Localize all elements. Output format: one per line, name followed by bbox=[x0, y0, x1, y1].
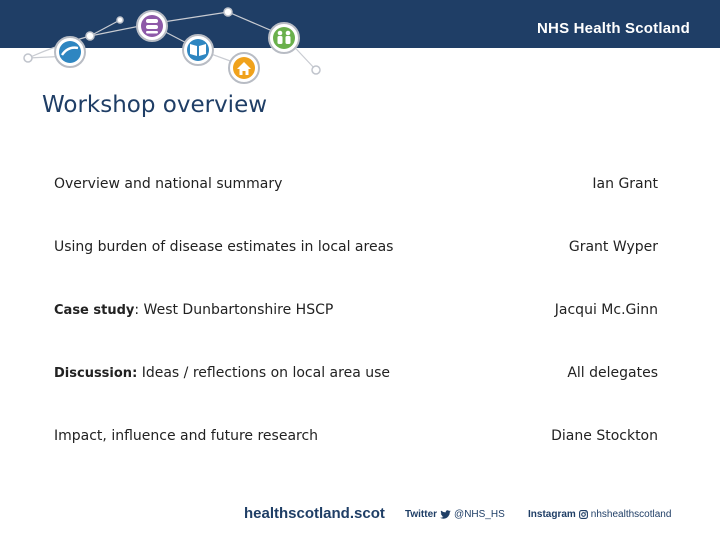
brand-logo-text: NHS Health Scotland bbox=[537, 20, 690, 37]
website-link[interactable]: healthscotland.scot bbox=[244, 505, 385, 522]
agenda-item bbox=[54, 365, 658, 428]
agenda-topic: Case study: West Dunbartonshire HSCP bbox=[54, 302, 334, 318]
agenda-presenter: Diane Stockton bbox=[551, 428, 658, 444]
agenda-presenter: Jacqui Mc.Ginn bbox=[554, 302, 658, 318]
coins-icon bbox=[137, 11, 167, 41]
footer bbox=[0, 500, 720, 530]
agenda-list bbox=[54, 176, 658, 491]
book-icon bbox=[183, 35, 213, 65]
house-icon bbox=[229, 53, 259, 83]
agenda-topic-prefix: Case study bbox=[54, 303, 135, 318]
agenda-presenter: Ian Grant bbox=[592, 176, 658, 192]
agenda-topic: Overview and national summary bbox=[54, 176, 283, 192]
agenda-topic: Impact, influence and future research bbox=[54, 428, 319, 444]
icon-network bbox=[0, 0, 340, 92]
agenda-topic: Discussion: Ideas / reflections on local area use bbox=[54, 365, 390, 381]
agenda-topic-prefix: Discussion: bbox=[54, 366, 138, 381]
twitter-label: Twitter bbox=[405, 509, 438, 520]
twitter-handle: @NHS_HS bbox=[454, 509, 505, 520]
agenda-item bbox=[54, 428, 658, 491]
slide-title: Workshop overview bbox=[42, 92, 268, 118]
instagram-handle: nhshealthscotland bbox=[590, 509, 672, 520]
agenda-presenter: All delegates bbox=[567, 365, 658, 381]
instagram-camera-icon bbox=[579, 510, 588, 519]
instagram-link[interactable] bbox=[528, 509, 671, 520]
agenda-topic: Using burden of disease estimates in local areas bbox=[54, 239, 394, 255]
agenda-item bbox=[54, 239, 658, 302]
people-icon bbox=[269, 23, 299, 53]
twitter-bird-icon bbox=[440, 510, 451, 519]
instagram-label: Instagram bbox=[528, 509, 576, 520]
hands-icon bbox=[55, 37, 85, 67]
agenda-presenter: Grant Wyper bbox=[568, 239, 658, 255]
agenda-item bbox=[54, 302, 658, 365]
agenda-item bbox=[54, 176, 658, 239]
twitter-link[interactable] bbox=[405, 509, 505, 520]
